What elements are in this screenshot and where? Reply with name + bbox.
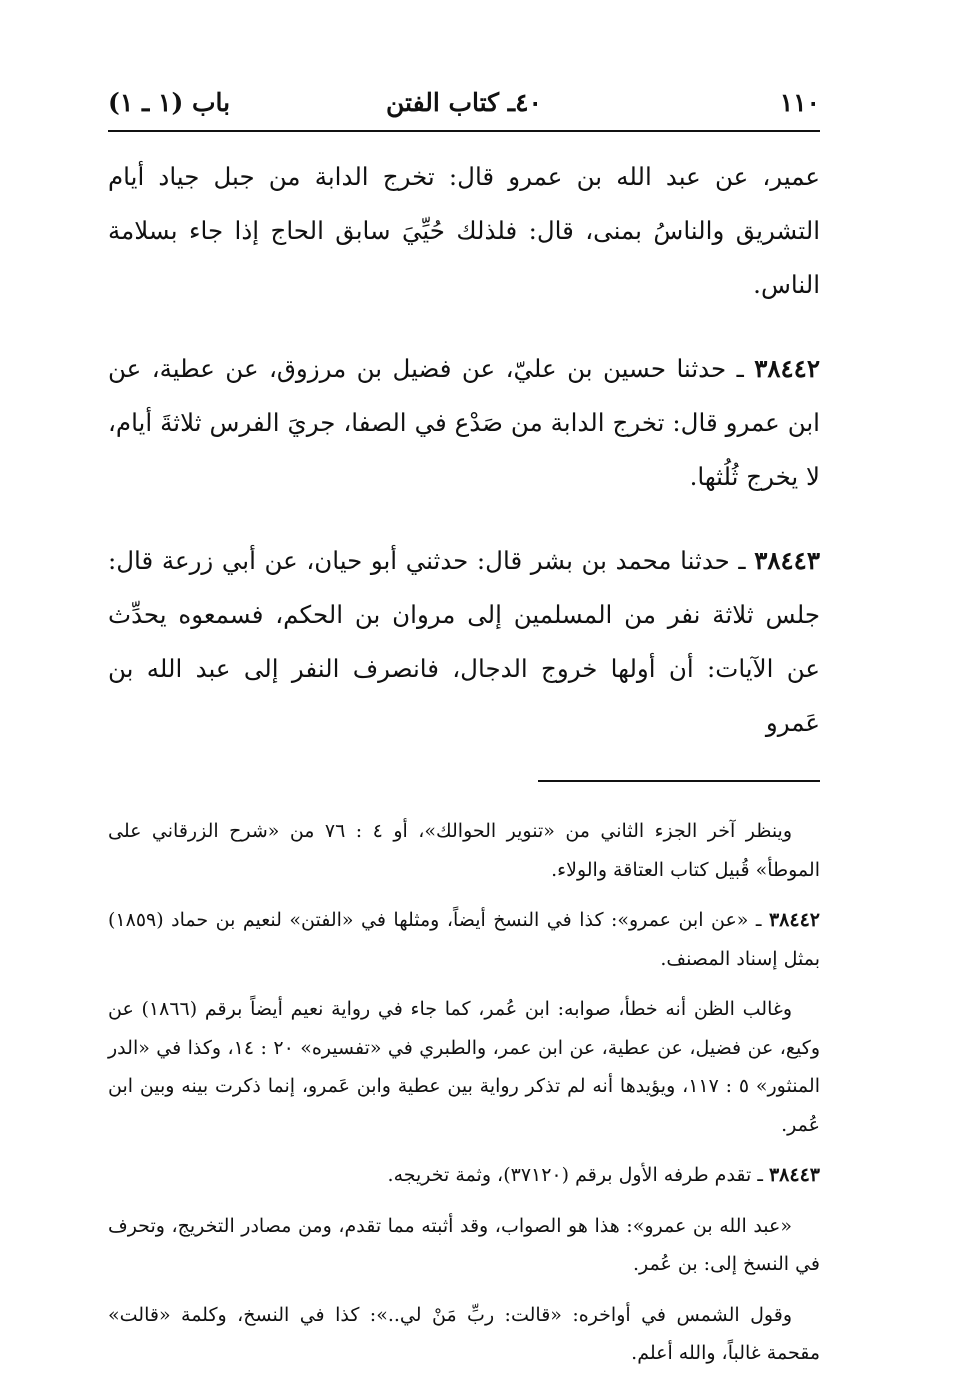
hadith-text: ـ حدثنا حسين بن عليّ، عن فضيل بن مرزوق، عن عطية، عن ابن عمرو قال: تخرج الدابة من صَدْع في الصفا، جريَ الفرس ثلاثةَ أيام، لا يخرج ثُلُثها. [108, 354, 820, 491]
footnotes [108, 812, 820, 1373]
paragraph-continued: عمير، عن عبد الله بن عمرو قال: تخرج الدابة من جبل جياد أيام التشريق والناسُ بمنى، قال: فلذلك حُيِّيَ سابق الحاج إذا جاء بسلامة الناس. [108, 162, 820, 299]
footnote-divider [538, 780, 820, 782]
page-header [108, 80, 820, 130]
footnote-paragraph: وقول الشمس في أواخره: «قالت: ربِّ مَنْ لي..»: كذا في النسخ، وكلمة «قالت» مقحمة غالباً، والله أعلم. [108, 1303, 820, 1364]
chapter-label: باب (١ ـ ١) [108, 88, 231, 117]
hadith-38443 [108, 534, 820, 750]
book-title: ٤٠ـ كتاب الفتن [386, 88, 542, 117]
footnote-text: ـ تقدم طرفه الأول برقم (٣٧١٢٠)، وثمة تخريجه. [387, 1164, 763, 1186]
page-number: ١١٠ [779, 88, 820, 117]
hadith-text: ـ حدثنا محمد بن بشر قال: حدثني أبو حيان، عن أبي زرعة قال: جلس ثلاثة نفر من المسلمين إلى مروان بن الحكم، فسمعوه يحدِّث عن الآيات: أن أولها خروج الدجال، فانصرف النفر إلى عبد الله بن عَمرو [108, 546, 820, 737]
footnote-38442 [108, 901, 820, 978]
footnote-number: ٣٨٤٤٢ [768, 909, 820, 931]
footnote-paragraph: «عبد الله بن عمرو»: هذا هو الصواب، وقد أثبته مما تقدم، ومن مصادر التخريج، وتحرف في النسخ إلى: بن عُمر. [108, 1214, 820, 1275]
hadith-number: ٣٨٤٤٢ [754, 354, 820, 383]
footnote-number: ٣٨٤٤٣ [768, 1164, 820, 1186]
main-text [108, 150, 820, 750]
footnote-paragraph: وينظر آخر الجزء الثاني من «تنوير الحوالك»، أو ٤ : ٧٦ من «شرح الزرقاني على الموطأ» قُبيل كتاب العتاقة والولاء. [108, 820, 820, 881]
hadith-number: ٣٨٤٤٣ [754, 546, 820, 575]
footnote-38443 [108, 1156, 820, 1195]
footnote-text: ـ «عن ابن عمرو»: كذا في النسخ أيضاً، ومثلها في «الفتن» لنعيم بن حماد (١٨٥٩) بمثل إسناد المصنف. [108, 909, 820, 970]
header-divider [108, 130, 820, 132]
hadith-38442 [108, 342, 820, 504]
footnote-paragraph: وغالب الظن أنه خطأ، صوابه: ابن عُمر، كما جاء في رواية نعيم أيضاً برقم (١٨٦٦) عن وكيع، عن فضيل، عن عطية، عن ابن عمر، والطبري في «تفسيره» ٢٠ : ١٤، وكذا في «الدر المنثور» ٥ : ١١٧، ويؤيدها أنه لم تذكر رواية بين عطية وابن عَمرو، إنما ذكرت بينه وبين ابن عُمر. [108, 998, 820, 1136]
book-page [108, 80, 820, 1385]
